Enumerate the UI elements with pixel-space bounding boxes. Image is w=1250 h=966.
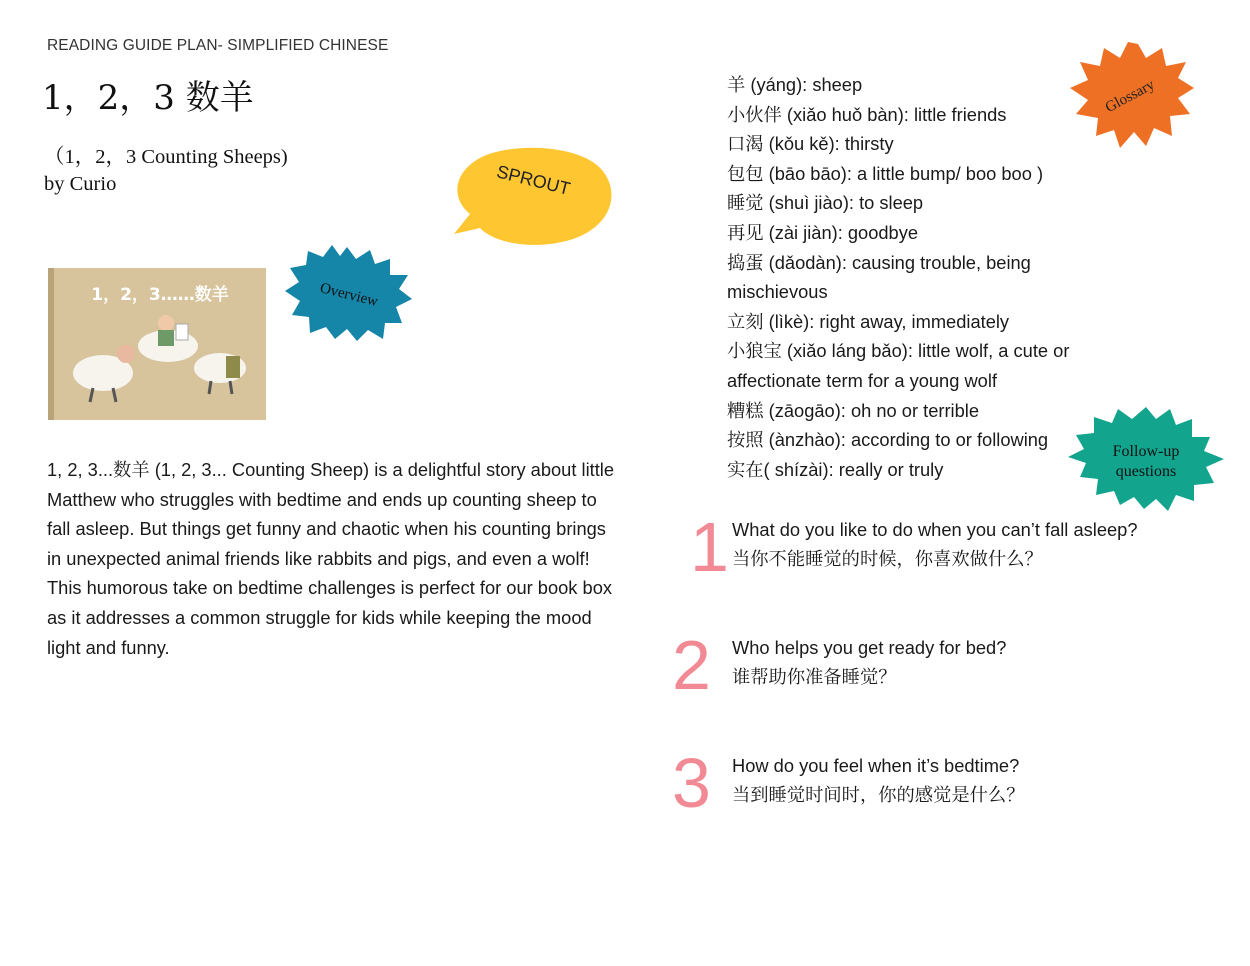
question-number: 2	[672, 626, 711, 704]
glossary-item: 小伙伴 (xiǎo huǒ bàn): little friends	[727, 103, 1007, 125]
child-body	[158, 330, 174, 346]
glossary-item: 按照 (ànzhào): according to or following	[727, 429, 1049, 451]
glossary-item: 口渴 (kǒu kě): thirsty	[727, 133, 894, 155]
subtitle-author: by Curio	[44, 173, 117, 195]
book-title: 1，2，3 数羊	[42, 78, 254, 118]
glossary-item: 羊 (yáng): sheep	[727, 74, 863, 95]
glossary-item: 小狼宝 (xiǎo láng bǎo): little wolf, a cute or affectionate term for a young wolf	[727, 340, 1070, 391]
question-number: 3	[672, 744, 711, 822]
glossary-item: 糟糕 (zāogāo): oh no or terrible	[727, 399, 979, 421]
followup-badge	[1068, 405, 1224, 511]
question-english: Who helps you get ready for bed?	[732, 637, 1007, 658]
question-text	[732, 752, 1232, 809]
overview-badge	[282, 245, 412, 341]
glossary-label: Glossary	[1102, 76, 1158, 117]
question-chinese: 当到睡觉时间时，你的感觉是什么？	[732, 783, 1025, 805]
book-summary: 1, 2, 3...数羊 (1, 2, 3... Counting Sheep) is a delightful story about little Matthew who struggles with bedtime and ends up counting sheep to fall asleep. But things get funny and chaotic when his counting brings in unexpected animal friends like rabbits and pigs, and even a wolf! This humorous take on bedtime challenges is perfect for our book box as it addresses a common struggle for kids while keeping the mood light and funny.	[47, 459, 615, 658]
book-subtitle	[44, 144, 288, 198]
glossary-list	[727, 70, 1107, 484]
guide-header: READING GUIDE PLAN- SIMPLIFIED CHINESE	[47, 37, 389, 54]
goblin-figure	[226, 356, 240, 378]
child-book	[176, 324, 188, 340]
followup-label-line1: Follow-up	[1112, 443, 1180, 460]
question-number: 1	[690, 508, 729, 586]
question-text	[732, 516, 1232, 573]
glossary-item: 实在( shízài): really or truly	[727, 458, 944, 480]
glossary-item: 睡觉 (shuì jiào): to sleep	[727, 192, 924, 214]
speech-bubble-shape	[454, 148, 612, 245]
sheep-head	[117, 345, 135, 363]
glossary-item: 包包 (bāo bāo): a little bump/ boo boo )	[727, 162, 1044, 184]
question-chinese: 当你不能睡觉的时候，你喜欢做什么？	[732, 547, 1043, 569]
glossary-item: 立刻 (lìkè): right away, immediately	[727, 310, 1010, 332]
child-head	[158, 315, 174, 331]
cover-title: 1，2，3……数羊	[91, 285, 229, 305]
question-chinese: 谁帮助你准备睡觉？	[732, 665, 897, 687]
question-english: How do you feel when it’s bedtime?	[732, 755, 1020, 776]
sprout-label: SPROUT	[494, 161, 573, 199]
sprout-speech-bubble	[440, 140, 620, 250]
overview-label: Overview	[318, 280, 380, 311]
followup-label-line2: questions	[1115, 463, 1177, 480]
glossary-item: 捣蛋 (dǎodàn): causing trouble, being mischievous	[727, 251, 1031, 303]
book-cover-image	[48, 268, 266, 420]
subtitle-english: （1，2，3 Counting Sheeps)	[44, 146, 288, 168]
question-text	[732, 634, 1232, 691]
glossary-item: 再见 (zài jiàn): goodbye	[727, 221, 919, 243]
question-english: What do you like to do when you can’t fall asleep?	[732, 519, 1138, 540]
cover-spine	[48, 268, 54, 420]
